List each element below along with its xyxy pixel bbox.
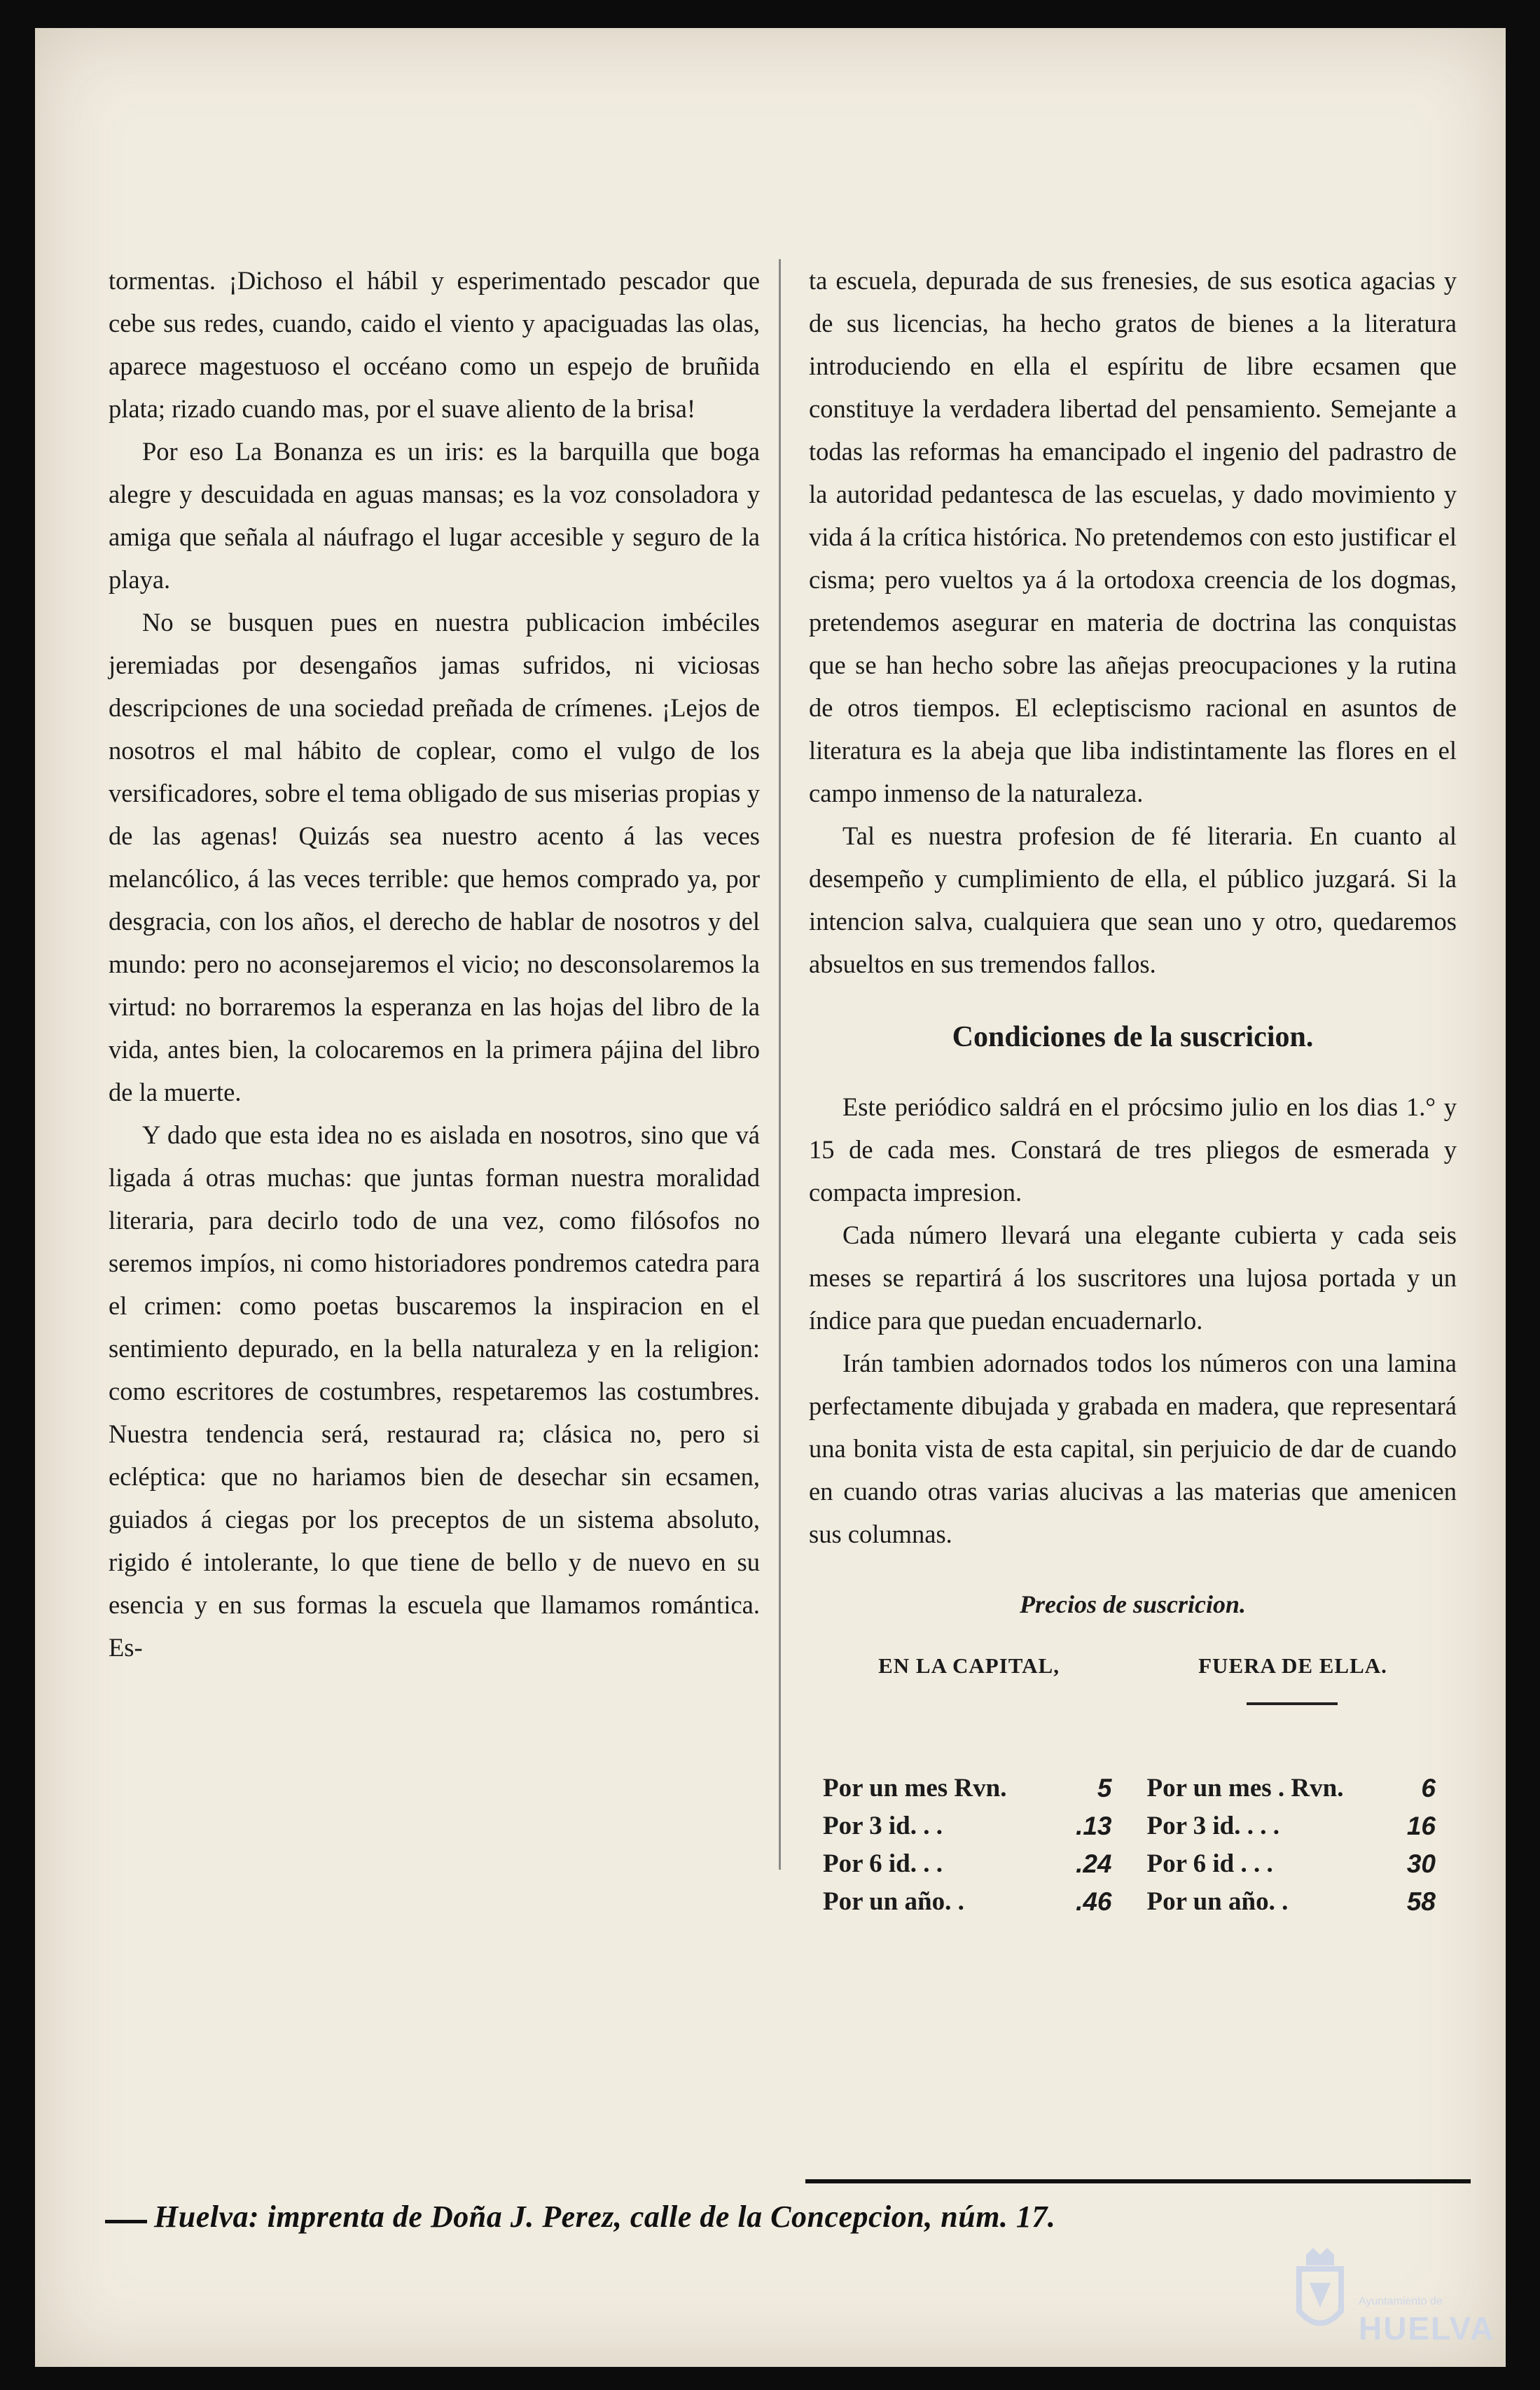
short-rule — [1247, 1702, 1338, 1705]
price-label: Por 3 id. . . — [823, 1812, 943, 1840]
price-label: Por 6 id. . . — [823, 1849, 943, 1878]
price-label: Por 3 id. . . . — [1146, 1812, 1279, 1840]
paragraph: ta escuela, depurada de sus frenesies, de sus esotica agacias y de sus licencias, ha hecho gratos de bienes a la literatura introduciendo en ella el espíritu de libre ecsamen que constituye la verdadera libertad del pensamiento. Semejante a todas las reformas ha emancipado el ingenio del padrastro de la autoridad pedantesca de las escuelas, y dado movimiento y vida á la crítica histórica. No pretendemos con esto justificar el cisma; pero vueltos ya á la ortodoxa creencia de los dogmas, pretendemos asegurar en materia de doctrina las conquistas que se han hecho sobre las añejas preocupaciones y la rutina de otros tiempos. El ecleptiscismo racional en asuntos de literatura es la abeja que liba indistintamente las flores en el campo inmenso de la naturaleza. — [809, 266, 1457, 807]
price-label: Por 6 id . . . — [1146, 1849, 1273, 1878]
imprint-text: Huelva: imprenta de Doña J. Perez, calle de la Concepcion, núm. 17. — [154, 2200, 1056, 2234]
price-row — [809, 1845, 1133, 1883]
price-value: 58 — [1406, 1887, 1436, 1916]
logo-big-text: HUELVA — [1359, 2310, 1495, 2347]
price-heading-fuera: FUERA DE ELLA. — [1198, 1653, 1387, 1678]
paragraph: Por eso La Bonanza es un iris: es la barquilla que boga alegre y descuidada en aguas mansas; es la voz consoladora y amiga que señala al náufrago el lugar accesible y seguro de la playa. — [109, 437, 760, 594]
right-column — [809, 259, 1457, 1921]
left-column — [109, 259, 760, 1669]
price-value: 30 — [1406, 1849, 1436, 1878]
paragraph: tormentas. ¡Dichoso el hábil y esperimentado pescador que cebe sus redes, cuando, caido el viento y apaciguadas las olas, aparece magestuoso el occéano como un espejo de bruñida plata; rizado cuando mas, por el suave aliento de la brisa! — [109, 266, 760, 423]
price-row — [809, 1807, 1133, 1845]
paragraph: Cada número llevará una elegante cubierta y cada seis meses se repartirá á los suscritores una lujosa portada y un índice para que puedan encuadernarlo. — [809, 1221, 1457, 1335]
price-value: .46 — [1076, 1887, 1112, 1916]
paragraph: Irán tambien adornados todos los números con una lamina perfectamente dibujada y grabada en madera, que representará una bonita vista de esta capital, sin perjuicio de dar de cuando en cuando otras varias alucivas a las materias que amenicen sus columnas. — [809, 1349, 1457, 1548]
price-value: .24 — [1076, 1849, 1112, 1878]
price-rule-wrap — [809, 1687, 1457, 1721]
price-headings — [809, 1644, 1457, 1687]
coat-of-arms-icon — [1289, 2248, 1352, 2353]
price-label: Por un año. . — [1146, 1887, 1289, 1916]
price-list-fuera — [1133, 1770, 1457, 1921]
price-value: 6 — [1421, 1774, 1436, 1802]
bottom-rule — [805, 2179, 1471, 2183]
price-label: Por un año. . — [823, 1887, 964, 1916]
price-value: 16 — [1406, 1812, 1436, 1840]
price-row — [809, 1770, 1133, 1807]
paragraph: Este periódico saldrá en el prócsimo julio en los dias 1.° y 15 de cada mes. Constará de tres pliegos de esmerada y compacta impresion. — [809, 1092, 1457, 1207]
column-divider — [779, 259, 781, 1870]
conditions-title: Condiciones de la suscricion. — [952, 1021, 1314, 1053]
price-row — [1133, 1807, 1457, 1845]
price-list-capital — [809, 1770, 1133, 1921]
imprint-dash — [105, 2220, 147, 2223]
prices-title: Precios de suscricion. — [1020, 1590, 1246, 1618]
imprint-line — [154, 2199, 1485, 2235]
price-table — [809, 1770, 1457, 1921]
price-row — [1133, 1845, 1457, 1883]
paragraph: Y dado que esta idea no es aislada en nosotros, sino que vá ligada á otras muchas: que juntas forman nuestra moralidad literaria, para decirlo todo de una vez, como filósofos no seremos impíos, ni como historiadores pondremos catedra para el crimen: como poetas buscaremos la inspiracion en el sentimiento depurado, en la bella naturaleza y en la religion: como escritores de costumbres, respetaremos las costumbres. Nuestra tendencia será, restaurad ra; clásica no, pero si ecléptica: que no hariamos bien de desechar sin ecsamen, guiados á ciegas por los preceptos de un sistema absoluto, rigido é intolerante, lo que tiene de bello y de nuevo en su esencia y en sus formas la escuela que llamamos romántica. Es- — [109, 1120, 760, 1662]
price-value: 5 — [1097, 1774, 1112, 1802]
paragraph: Tal es nuestra profesion de fé literaria. En cuanto al desempeño y cumplimiento de ella, el público juzgará. Si la intencion salva, cualquiera que sean uno y otro, quedaremos absueltos en sus tremendos fallos. — [809, 821, 1457, 978]
logo-small-text: Ayuntamiento de — [1359, 2295, 1443, 2307]
paragraph: No se busquen pues en nuestra publicacion imbéciles jeremiadas por desengaños jamas sufridos, ni viciosas descripciones de una sociedad preñada de crímenes. ¡Lejos de nosotros el mal hábito de coplear, como el vulgo de los versificadores, sobre el tema obligado de sus miserias propias y de las agenas! Quizás sea nuestro acento á las veces melancólico, á las veces terrible: que hemos comprado ya, por desgracia, con los años, el derecho de hablar de nosotros y del mundo: pero no aconsejaremos el vicio; no desconsolaremos la virtud: no borraremos la esperanza en las hojas del libro de la vida, antes bien, la colocaremos en la primera pájina del libro de la muerte. — [109, 608, 760, 1106]
price-label: Por un mes Rvn. — [823, 1774, 1007, 1802]
price-row — [1133, 1770, 1457, 1807]
huelva-logo — [1289, 2248, 1513, 2360]
price-heading-capital: EN LA CAPITAL, — [878, 1653, 1060, 1678]
price-label: Por un mes . Rvn. — [1146, 1774, 1344, 1802]
price-row — [809, 1883, 1133, 1921]
newspaper-page — [35, 28, 1506, 2367]
price-row — [1133, 1883, 1457, 1921]
price-value: .13 — [1076, 1812, 1112, 1840]
